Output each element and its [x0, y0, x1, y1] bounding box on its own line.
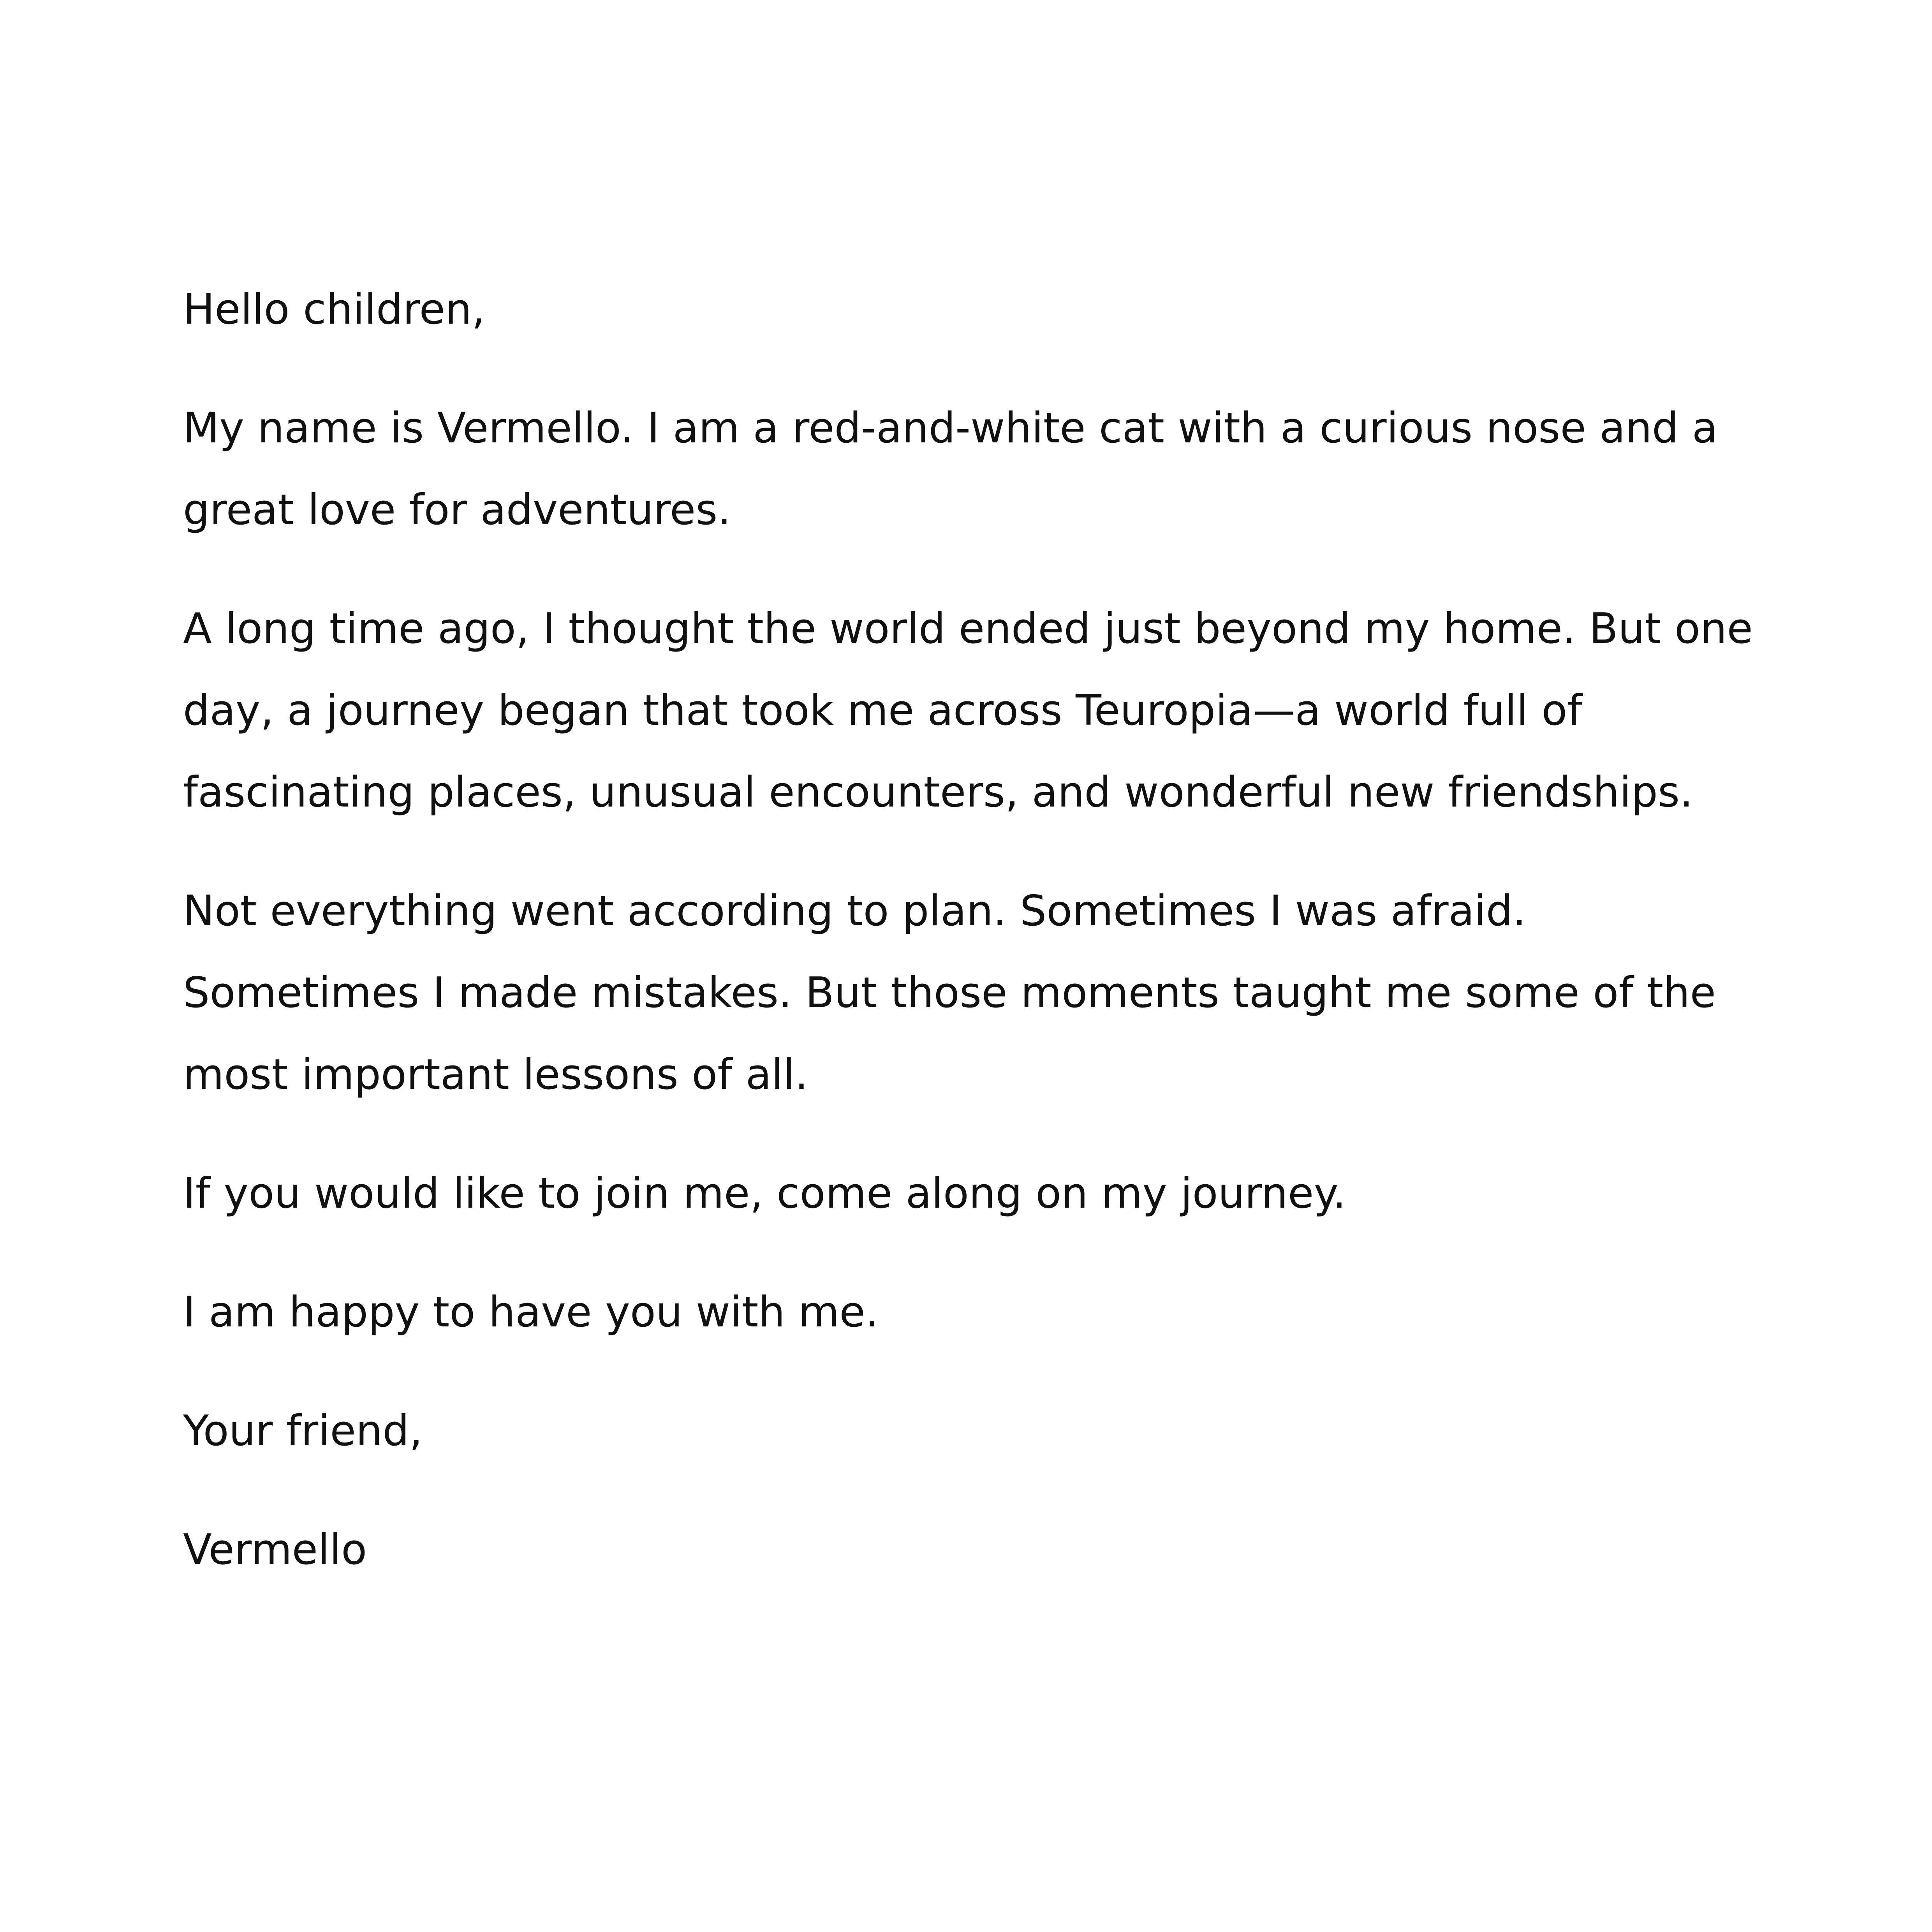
- letter-signature: [183, 1509, 1780, 1591]
- paragraph-4-line-1: If you would like to join me, come along on my journey.: [183, 1169, 1346, 1218]
- letter-paragraph-3: [183, 870, 1780, 1116]
- closing-line: Your friend,: [183, 1407, 423, 1455]
- letter-greeting: [183, 269, 1780, 350]
- greeting-line: Hello children,: [183, 285, 485, 334]
- letter-closing: [183, 1390, 1780, 1472]
- letter-paragraph-5: [183, 1272, 1780, 1353]
- paragraph-3-line-2: Sometimes I made mistakes. But those moments taught me some of the: [183, 969, 1716, 1017]
- letter-paragraph-2: [183, 588, 1780, 833]
- letter-body: [183, 269, 1780, 1628]
- letter-paragraph-1: [183, 387, 1780, 551]
- paragraph-1-line-1: My name is Vermello. I am a red-and-white cat with a curious nose and a: [183, 404, 1718, 453]
- letter-paragraph-4: [183, 1153, 1780, 1235]
- paragraph-1-line-2: great love for adventures.: [183, 486, 731, 534]
- paragraph-2-line-1: A long time ago, I thought the world ended just beyond my home. But one: [183, 604, 1753, 653]
- paragraph-3-line-3: most important lessons of all.: [183, 1050, 808, 1099]
- paragraph-2-line-2: day, a journey began that took me across Teuropia—a world full of: [183, 686, 1582, 735]
- paragraph-3-line-1: Not everything went according to plan. Sometimes I was afraid.: [183, 887, 1526, 935]
- paragraph-5-line-1: I am happy to have you with me.: [183, 1288, 879, 1337]
- paragraph-2-line-3: fascinating places, unusual encounters, and wonderful new friendships.: [183, 768, 1693, 817]
- signature-line: Vermello: [183, 1525, 367, 1574]
